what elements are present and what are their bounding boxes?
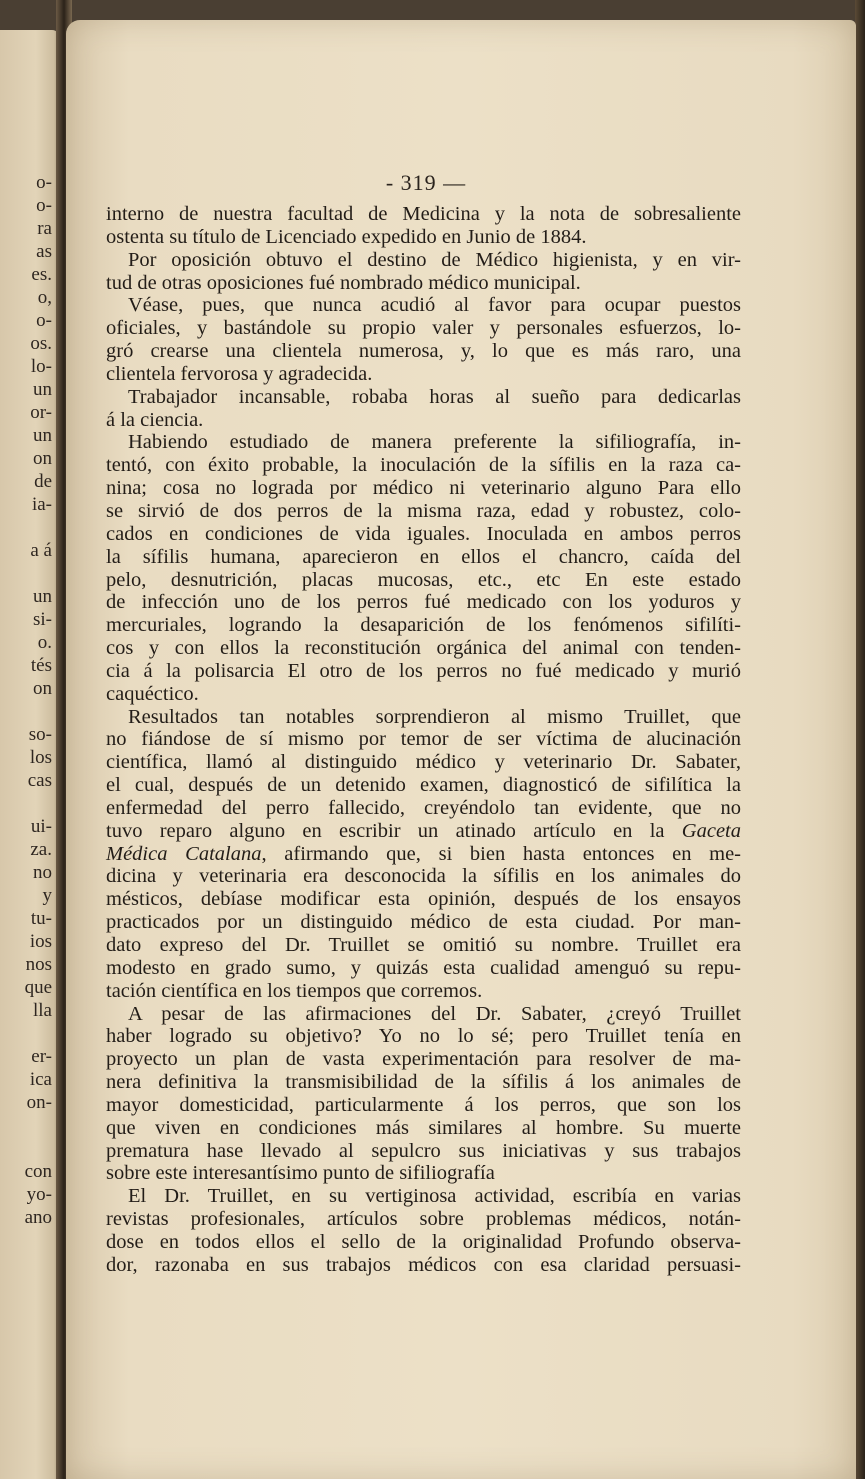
text-line: mercuriales, logrando la desaparición de los fenómenos sifilíti- — [106, 614, 741, 637]
adjacent-page-text-fragment: or- — [30, 402, 52, 423]
text-line: no fiándose de sí mismo por temor de ser víctima de alucinación — [106, 728, 741, 751]
text-fragment: , afirmando que, si bien hasta entonces en me- — [261, 842, 741, 865]
adjacent-page-text-fragment: er- — [31, 1046, 52, 1067]
text-line: Por oposición obtuvo el destino de Médico higienista, y en vir- — [128, 248, 741, 271]
adjacent-page-text-fragment: o, — [37, 287, 52, 308]
text-line-with-italic — [106, 820, 741, 843]
body-text — [106, 203, 741, 1277]
adjacent-page-text-fragment: tés — [30, 655, 52, 676]
text-line: mayor domesticidad, particularmente á los perros, que son los — [106, 1093, 741, 1116]
text-line: tación científica en los tiempos que corremos. — [106, 979, 483, 1002]
text-line: oficiales, y bastándole su propio valer y personales esfuerzos, lo- — [106, 317, 741, 340]
text-line: dicina y veterinaria era desconocida la sífilis en los animales do — [106, 865, 741, 888]
adjacent-page-text-fragment: un — [33, 586, 52, 607]
adjacent-page-text-fragment: on — [33, 448, 52, 469]
text-line: cia á la polisarcia El otro de los perros no fué medicado y murió — [106, 659, 741, 682]
adjacent-page-text-fragment: o- — [36, 310, 52, 331]
text-line-with-italic — [106, 843, 741, 866]
text-line: enfermedad del perro fallecido, creyéndolo tan evidente, que no — [106, 796, 741, 819]
adjacent-page-text-fragment: o- — [36, 172, 52, 193]
adjacent-page-text-fragment: con — [24, 1161, 52, 1182]
text-line: sobre este interesantísimo punto de sifiliografía — [106, 1162, 495, 1185]
adjacent-page-text-fragment: ios — [29, 931, 52, 952]
text-line: gró crearse una clientela numerosa, y, lo que es más raro, una — [106, 340, 741, 363]
adjacent-page-text-fragment: los — [29, 747, 52, 768]
text-line: A pesar de las afirmaciones del Dr. Sabater, ¿creyó Truillet — [128, 1002, 741, 1025]
adjacent-page-text-fragment: tu- — [30, 908, 52, 929]
adjacent-page-text-fragment: on — [33, 678, 52, 699]
text-line: Trabajador incansable, robaba horas al sueño para dedicarlas — [128, 385, 741, 408]
adjacent-page-text-fragment: yo- — [26, 1184, 52, 1205]
text-line: Resultados tan notables sorprendieron al mismo Truillet, que — [128, 705, 741, 728]
adjacent-page-text-fragment: so- — [28, 724, 52, 745]
text-line: el cual, después de un detenido examen, diagnosticó de sifilítica la — [106, 774, 741, 797]
text-line: cos y con ellos la reconstitución orgánica del animal con tenden- — [106, 637, 741, 660]
text-line: clientela fervorosa y agradecida. — [106, 362, 373, 385]
adjacent-page-text-fragment: on- — [26, 1092, 52, 1113]
journal-name-italic: Gaceta — [681, 819, 741, 842]
journal-name-italic: Médica Catalana — [106, 842, 262, 865]
text-line: El Dr. Truillet, en su vertiginosa actividad, escribía en varias — [128, 1185, 741, 1208]
text-line: tentó, con éxito probable, la inoculación de la sífilis en la raza ca- — [106, 454, 741, 477]
adjacent-page-text-fragment: un — [33, 425, 52, 446]
text-line: nera definitiva la transmisibilidad de la sífilis á los animales de — [106, 1071, 741, 1094]
text-line: caquéctico. — [106, 682, 199, 705]
text-line: científica, llamó al distinguido médico y veterinario Dr. Sabater, — [106, 751, 741, 774]
text-line: dor, razonaba en sus trabajos médicos con esa claridad persuasi- — [106, 1253, 741, 1276]
text-line: dato expreso del Dr. Truillet se omitió su nombre. Truillet era — [106, 934, 741, 956]
adjacent-page-text-fragment: ui- — [30, 816, 52, 837]
adjacent-page-text-fragment: o- — [36, 195, 52, 216]
adjacent-page-text-fragment: lo- — [30, 356, 52, 377]
text-line: cados en condiciones de vida iguales. Inoculada en ambos perros — [106, 522, 741, 545]
text-line: modesto en grado sumo, y quizás esta cualidad amenguó su repu- — [106, 956, 741, 979]
text-line: la sífilis humana, aparecieron en ellos el chancro, caída del — [106, 545, 741, 568]
adjacent-page-text-fragment: za. — [30, 839, 52, 860]
adjacent-page-text-fragment: y — [42, 885, 52, 906]
text-line: dose en todos ellos el sello de la originalidad Profundo observa- — [106, 1230, 741, 1253]
text-line: revistas profesionales, artículos sobre problemas médicos, notán- — [106, 1208, 741, 1231]
adjacent-page-text-fragment: lla — [33, 1000, 52, 1021]
text-line: prematura hase llevado al sepulcro sus iniciativas y sus trabajos — [106, 1139, 741, 1162]
adjacent-page-text-fragment: si- — [33, 609, 52, 630]
text-line: haber logrado su objetivo? Yo no lo sé; pero Truillet tenía en — [106, 1025, 741, 1048]
text-line: ostenta su título de Licenciado expedido en Junio de 1884. — [106, 225, 587, 248]
adjacent-page-text-fragment: ica — [29, 1069, 52, 1090]
book-page — [66, 20, 856, 1479]
text-line: practicados por un distinguido médico de esta ciudad. Por man- — [106, 911, 741, 934]
adjacent-page-text-fragment: a á — [30, 540, 52, 561]
text-line: nina; cosa no lograda por médico ni veterinario alguno Para ello — [106, 477, 741, 500]
adjacent-page-text-fragment: un — [33, 379, 52, 400]
adjacent-page-text-fragment: o. — [37, 632, 52, 653]
text-line: mésticos, debíase modificar esta opinión, después de los ensayos — [106, 888, 741, 911]
text-line: Véase, pues, que nunca acudió al favor para ocupar puestos — [128, 294, 741, 317]
text-line: proyecto un plan de vasta experimentación para resolver de ma- — [106, 1048, 741, 1071]
adjacent-page-edge — [0, 30, 60, 1479]
text-line: se sirvió de dos perros de la misma raza, edad y robustez, colo- — [106, 499, 741, 522]
text-line: pelo, desnutrición, placas mucosas, etc., etc En este estado — [106, 568, 741, 591]
text-line: que viven en condiciones más similares al hombre. Su muerte — [106, 1116, 741, 1139]
text-line: á la ciencia. — [106, 408, 204, 431]
adjacent-page-text-fragment: ra — [37, 218, 52, 239]
adjacent-page-text-fragment: no — [33, 862, 52, 883]
page-number: - 319 — — [385, 170, 467, 195]
adjacent-page-text-fragment: ia- — [31, 494, 52, 515]
adjacent-page-text-fragment: as — [36, 241, 52, 262]
adjacent-page-text-fragment: de — [34, 471, 52, 492]
text-line: interno de nuestra facultad de Medicina y la nota de sobresaliente — [106, 203, 741, 225]
adjacent-page-text-fragment: os. — [30, 333, 52, 354]
page-right-edge — [855, 0, 865, 1479]
adjacent-page-text-fragment: nos — [25, 954, 52, 975]
text-line: de infección uno de los perros fué medicado con los yoduros y — [106, 591, 741, 614]
text-fragment: tuvo reparo alguno en escribir un atinado artículo en la — [106, 819, 665, 842]
text-line: Habiendo estudiado de manera preferente la sifiliografía, in- — [128, 431, 741, 454]
adjacent-page-text-fragment: es. — [31, 264, 52, 285]
text-line: tud de otras oposiciones fué nombrado médico municipal. — [106, 271, 581, 294]
adjacent-page-text-fragment: ano — [24, 1207, 52, 1228]
adjacent-page-text-fragment: que — [24, 977, 52, 998]
adjacent-page-text-fragment: cas — [27, 770, 52, 791]
